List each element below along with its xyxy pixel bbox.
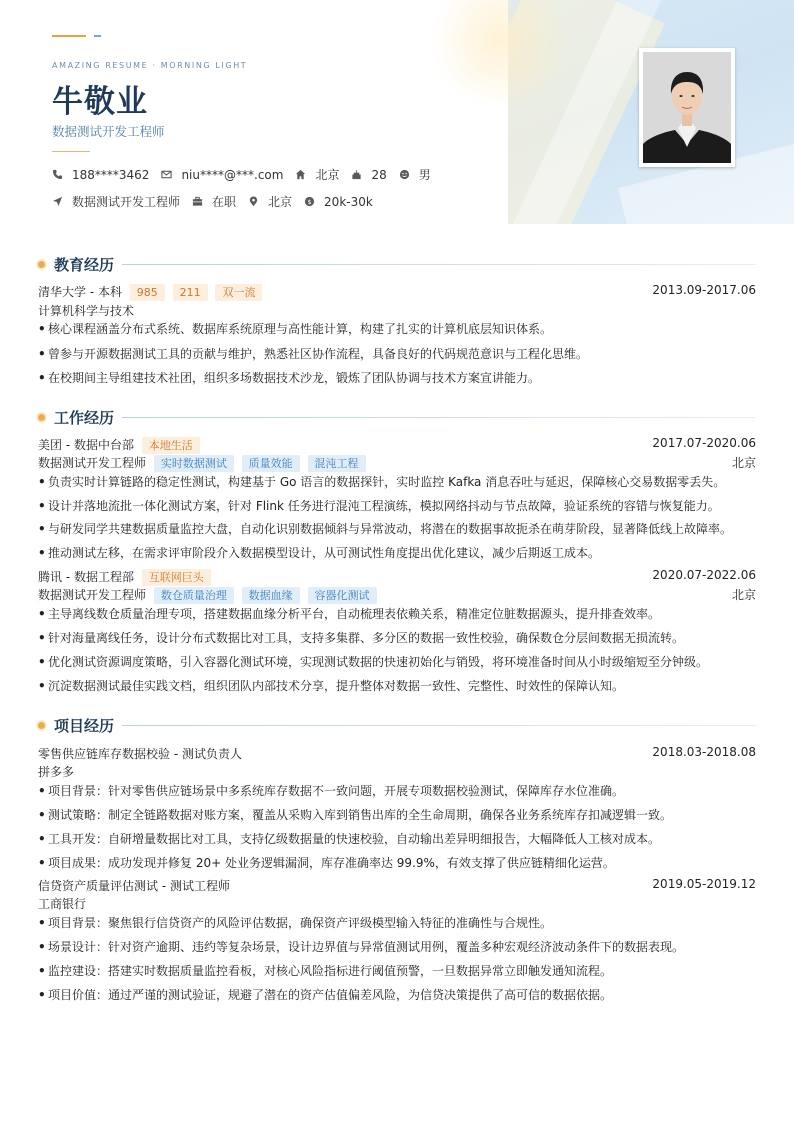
project-bullet: • 监控建设：搭建实时数据质量监控看板，对核心风险指标进行阈值预警，一旦数据异常立即触发通知流程。 <box>38 964 613 978</box>
section-rule <box>122 417 756 418</box>
contact-status: 在职 <box>192 193 236 210</box>
project-bullet: • 工具开发：自研增量数据比对工具，支持亿级数据量的快速校验，自动输出差异明细报告，大幅降低人工核对成本。 <box>38 832 661 846</box>
job-company-row <box>38 436 756 454</box>
work-heading: 工作经历 <box>54 409 115 427</box>
project-date: 2018.03-2018.08 <box>652 745 756 759</box>
project-bullet: • 项目成果：成功发现并修复 20+ 处业务逻辑漏洞，库存准确率达 99.9%，有效支撑了供应链精细化运营。 <box>38 856 615 870</box>
job-bullet: • 主导离线数仓质量治理专项，搭建数据血缘分析平台，自动梳理表依赖关系，精准定位脏数据源头，提升排查效率。 <box>38 607 661 621</box>
phone-icon <box>52 169 63 180</box>
project-bullet: • 项目背景：聚焦银行信贷资产的风险评估数据，确保资产评级模型输入特征的准确性与合规性。 <box>38 916 553 930</box>
skill-tag: 容器化测试 <box>308 587 377 604</box>
job-company: 腾讯 - 数据工程部 <box>38 570 134 584</box>
project-name: 信贷资产质量评估测试 - 测试工程师 <box>38 879 230 893</box>
contact-home: 北京 <box>295 166 339 183</box>
project-title-row <box>38 745 756 762</box>
mail-icon <box>161 169 172 180</box>
job-city: 北京 <box>731 456 756 470</box>
send-icon <box>52 196 63 207</box>
salary-icon <box>304 196 315 207</box>
job-bullet: • 设计并落地流批一体化测试方案，针对 Flink 任务进行混沌工程演练，模拟网络抖动与节点故障，验证系统的容错与恢复能力。 <box>38 499 720 513</box>
projects-heading: 项目经历 <box>54 717 115 735</box>
contact-salary: $ 20k-30k <box>304 195 373 209</box>
section-dot <box>38 261 45 268</box>
projects-section-header <box>38 715 756 736</box>
project-date: 2019.05-2019.12 <box>652 877 756 891</box>
section-rule <box>122 264 756 265</box>
school-name: 清华大学 - 本科 <box>38 285 122 299</box>
contact-target-role: 数据测试开发工程师 <box>52 193 180 210</box>
candidate-name: 牛敬业 <box>52 84 148 120</box>
contact-row-2 <box>52 193 385 210</box>
contact-phone: 188****3462 <box>52 168 149 182</box>
contact-row-1 <box>52 166 443 183</box>
candidate-title: 数据测试开发工程师 <box>52 124 165 139</box>
job-bullet: • 推动测试左移，在需求评审阶段介入数据模型设计，从可测试性角度提出优化建议，减少后期返工成本。 <box>38 546 601 560</box>
job-date: 2017.07-2020.06 <box>652 436 756 450</box>
company-tag: 本地生活 <box>142 437 200 454</box>
section-rule <box>122 725 756 726</box>
skill-tag: 数仓质量治理 <box>154 587 234 604</box>
job-bullet: • 负责实时计算链路的稳定性测试，构建基于 Go 语言的数据探针，实时监控 Kafka 消息吞吐与延迟，保障核心交易数据零丢失。 <box>38 475 726 489</box>
job-city: 北京 <box>731 588 756 602</box>
project-bullet: • 测试策略：制定全链路数据对账方案，覆盖从采购入库到销售出库的全生命周期，确保各业务系统库存扣减逻辑一致。 <box>38 808 673 822</box>
svg-text:$: $ <box>307 197 312 206</box>
project-bullet: • 项目背景：针对零售供应链场景中多系统库存数据不一致问题，开展专项数据校验测试，保障库存水位准确。 <box>38 784 625 798</box>
project-bullet: • 项目价值：通过严谨的测试验证，规避了潜在的资产估值偏差风险，为信贷决策提供了高可信的数据依据。 <box>38 988 613 1002</box>
resume-eyebrow: AMAZING RESUME · MORNING LIGHT <box>52 61 248 70</box>
skill-tag: 质量效能 <box>242 455 300 472</box>
skill-tag: 混沌工程 <box>308 455 366 472</box>
project-bullet: • 场景设计：针对资产逾期、违约等复杂场景，设计边界值与异常值测试用例，覆盖多种宏观经济波动条件下的数据表现。 <box>38 940 685 954</box>
job-company-row <box>38 568 756 586</box>
cake-icon <box>351 169 362 180</box>
job-role-row <box>38 586 756 604</box>
home-icon <box>295 169 306 180</box>
job-bullet: • 优化测试资源调度策略，引入容器化测试环境，实现测试数据的快速初始化与销毁，将环境准备时间从小时级缩短至分钟级。 <box>38 655 709 669</box>
section-dot <box>38 722 45 729</box>
name-underline <box>52 151 90 152</box>
briefcase-icon <box>192 196 203 207</box>
company-tag: 互联网巨头 <box>142 569 211 586</box>
contact-city: 北京 <box>248 193 292 210</box>
job-role: 数据测试开发工程师 <box>38 456 147 470</box>
project-name: 零售供应链库存数据校验 - 测试负责人 <box>38 747 242 761</box>
job-role: 数据测试开发工程师 <box>38 588 147 602</box>
job-role-row <box>38 454 756 472</box>
contact-email: niu****@***.com <box>161 168 283 182</box>
job-date: 2020.07-2022.06 <box>652 568 756 582</box>
gender-icon <box>399 169 410 180</box>
education-bullet: • 核心课程涵盖分布式系统、数据库系统原理与高性能计算，构建了扎实的计算机底层知识体系。 <box>38 322 553 336</box>
section-dot <box>38 414 45 421</box>
school-tag: 211 <box>173 284 208 301</box>
education-bullet: • 在校期间主导组建技术社团，组织多场数据技术沙龙，锻炼了团队协调与技术方案宣讲能力。 <box>38 371 541 385</box>
job-bullet: • 沉淀数据测试最佳实践文档，组织团队内部技术分享，提升整体对数据一致性、完整性、时效性的保障认知。 <box>38 679 625 693</box>
education-major: 计算机科学与技术 <box>38 304 135 318</box>
education-section-header <box>38 254 756 275</box>
school-tag: 双一流 <box>215 284 262 301</box>
school-tag: 985 <box>130 284 165 301</box>
location-pin-icon <box>248 196 259 207</box>
contact-age: 28 <box>351 168 386 182</box>
work-section-header <box>38 407 756 428</box>
job-bullet: • 针对海量离线任务，设计分布式数据比对工具，支持多集群、多分区的数据一致性校验，确保数仓分层间数据无损流转。 <box>38 631 685 645</box>
job-bullet: • 与研发同学共建数据质量监控大盘，自动化识别数据倾斜与异常波动，将潜在的数据事故扼杀在萌芽阶段，显著降低线上故障率。 <box>38 522 733 536</box>
job-company: 美团 - 数据中台部 <box>38 438 134 452</box>
contact-gender: 男 <box>399 166 431 183</box>
project-org: 拼多多 <box>38 765 75 779</box>
education-date: 2013.09-2017.06 <box>652 283 756 297</box>
project-title-row <box>38 877 756 894</box>
profile-photo <box>639 48 735 167</box>
skill-tag: 数据血缘 <box>242 587 300 604</box>
education-bullet: • 曾参与开源数据测试工具的贡献与维护，熟悉社区协作流程，具备良好的代码规范意识与工程化思维。 <box>38 347 589 361</box>
skill-tag: 实时数据测试 <box>154 455 234 472</box>
education-school-row <box>38 283 756 301</box>
accent-dash <box>94 35 101 37</box>
education-heading: 教育经历 <box>54 256 115 274</box>
project-org: 工商银行 <box>38 897 87 911</box>
accent-line <box>52 35 86 37</box>
